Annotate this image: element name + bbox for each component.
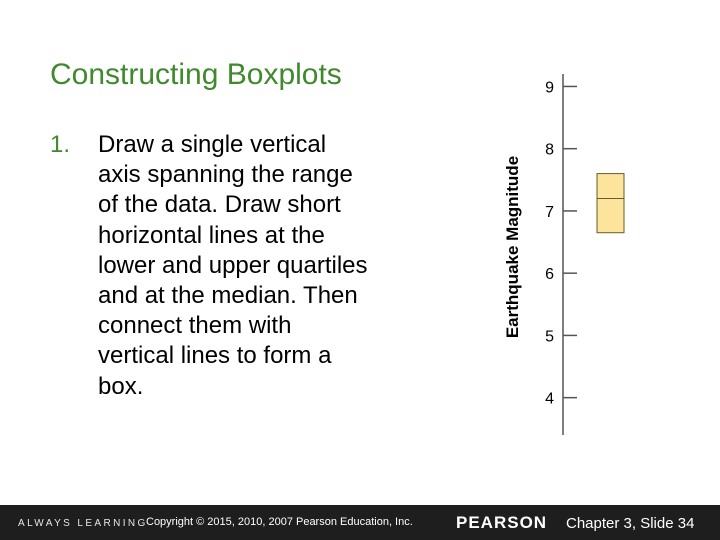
axis-tick-label: 8 (545, 141, 554, 159)
footer-tagline: ALWAYS LEARNING (18, 518, 148, 529)
boxplot-svg (500, 60, 660, 440)
slide-number: Chapter 3, Slide 34 (566, 515, 695, 532)
axis-tick-label: 6 (545, 266, 554, 284)
step-number: 1. (50, 131, 71, 158)
step-text: Draw a single vertical axis spanning the range of the data. Draw short horizontal lines at the lower and upper quartiles and at the median. Then connect them with vertical lines to form a box. (98, 131, 368, 400)
axis-tick-label: 7 (545, 203, 554, 221)
quartile-box (597, 174, 624, 233)
axis-tick-label: 9 (545, 79, 554, 97)
boxplot-figure (500, 60, 660, 440)
boxplot-box (597, 174, 624, 233)
axis-tick-label: 4 (545, 390, 554, 408)
footer-copyright: Copyright © 2015, 2010, 2007 Pearson Education, Inc. (146, 516, 413, 528)
pearson-logo: PEARSON (456, 513, 548, 532)
footer-bar (0, 505, 720, 540)
axis-label: Earthquake Magnitude (503, 155, 522, 339)
axis-ticks (545, 79, 577, 407)
axis-tick-label: 5 (545, 328, 554, 346)
slide-title: Constructing Boxplots (50, 58, 342, 91)
